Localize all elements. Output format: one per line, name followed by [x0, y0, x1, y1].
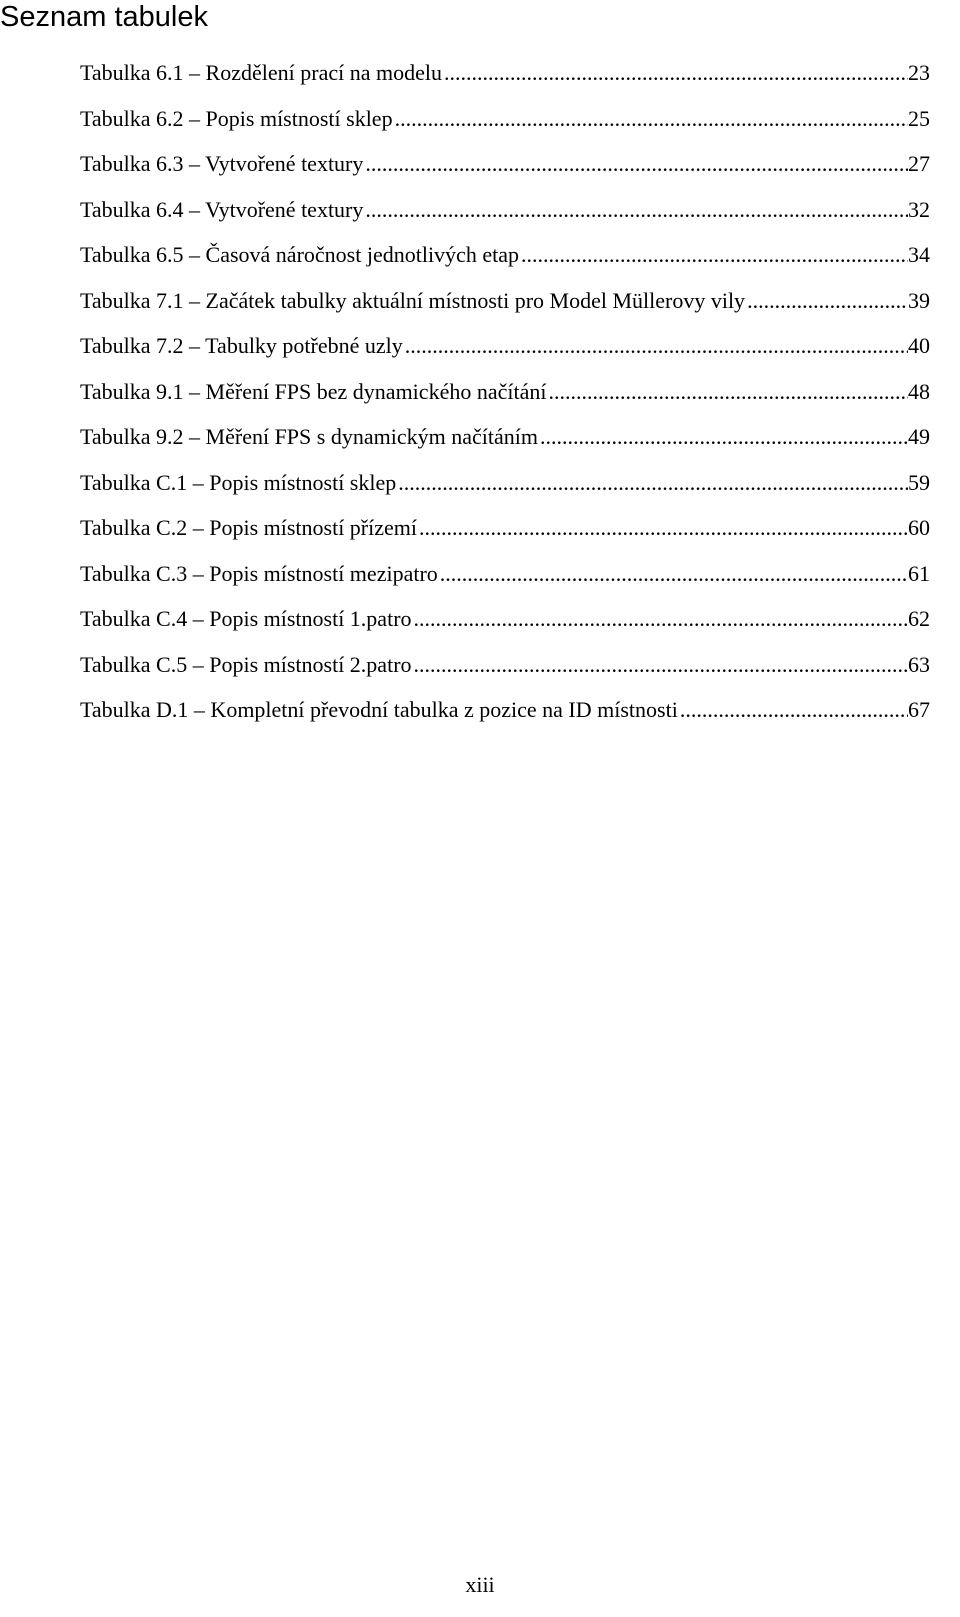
- entry-label: Tabulka C.4 – Popis místností 1.patro: [80, 606, 412, 631]
- toc-entry[interactable]: [80, 99, 930, 145]
- dot-leader: [417, 508, 908, 548]
- dot-leader: [396, 463, 908, 503]
- entry-page: 39: [908, 287, 930, 313]
- dot-leader: [546, 372, 908, 412]
- table-list: [80, 53, 930, 736]
- entry-label: Tabulka 6.5 – Časová náročnost jednotlivých etap: [80, 242, 519, 267]
- page-title: Seznam tabulek: [0, 1, 208, 33]
- dot-leader: [442, 53, 908, 93]
- entry-page: 63: [908, 651, 930, 677]
- dot-leader: [519, 235, 908, 275]
- dot-leader: [363, 190, 908, 230]
- entry-page: 49: [908, 424, 930, 449]
- entry-label: Tabulka 6.1 – Rozdělení prací na modelu: [80, 60, 442, 85]
- entry-label: Tabulka C.2 – Popis místností přízemí: [80, 515, 418, 540]
- toc-entry[interactable]: [80, 372, 930, 418]
- entry-label: Tabulka C.1 – Popis místností sklep: [80, 469, 397, 495]
- dot-leader: [412, 645, 908, 685]
- entry-label: Tabulka C.3 – Popis místností mezipatro: [80, 560, 438, 586]
- toc-entry[interactable]: [80, 53, 930, 99]
- entry-page: 48: [908, 378, 930, 404]
- entry-page: 23: [908, 60, 930, 85]
- entry-label: Tabulka 7.1 – Začátek tabulky aktuální místnosti pro Model Müllerovy vily: [80, 287, 746, 313]
- entry-page: 25: [908, 105, 930, 131]
- dot-leader: [538, 417, 908, 457]
- entry-page: 59: [908, 469, 930, 495]
- entry-label: Tabulka 7.2 – Tabulky potřebné uzly: [80, 333, 403, 358]
- entry-page: 34: [908, 242, 930, 267]
- entry-page: 67: [908, 697, 930, 722]
- dot-leader: [678, 690, 908, 730]
- dot-leader: [363, 144, 908, 184]
- toc-entry[interactable]: [80, 281, 930, 327]
- toc-entry[interactable]: [80, 599, 930, 645]
- entry-page: 32: [908, 196, 930, 222]
- entry-label: Tabulka 9.2 – Měření FPS s dynamickým načítáním: [80, 424, 538, 449]
- toc-entry[interactable]: [80, 326, 930, 372]
- entry-label: Tabulka 9.1 – Měření FPS bez dynamického načítání: [80, 378, 547, 404]
- entry-label: Tabulka D.1 – Kompletní převodní tabulka z pozice na ID místnosti: [80, 697, 678, 722]
- dot-leader: [403, 326, 908, 366]
- toc-entry[interactable]: [80, 554, 930, 600]
- entry-page: 61: [908, 560, 930, 586]
- entry-label: Tabulka 6.4 – Vytvořené textury: [80, 196, 364, 222]
- dot-leader: [393, 99, 908, 139]
- entry-label: Tabulka 6.3 – Vytvořené textury: [80, 151, 364, 176]
- dot-leader: [745, 281, 908, 321]
- toc-entry[interactable]: [80, 690, 930, 736]
- toc-entry[interactable]: [80, 190, 930, 236]
- dot-leader: [412, 599, 908, 639]
- page-number: xiii: [465, 1572, 495, 1597]
- toc-entry[interactable]: [80, 417, 930, 463]
- entry-page: 40: [908, 333, 930, 358]
- entry-page: 60: [908, 515, 930, 540]
- entry-label: Tabulka 6.2 – Popis místností sklep: [80, 105, 393, 131]
- entry-page: 62: [908, 606, 930, 631]
- entry-page: 27: [908, 151, 930, 176]
- toc-entry[interactable]: [80, 508, 930, 554]
- toc-entry[interactable]: [80, 463, 930, 509]
- toc-entry[interactable]: [80, 144, 930, 190]
- dot-leader: [438, 554, 908, 594]
- toc-entry[interactable]: [80, 645, 930, 691]
- entry-label: Tabulka C.5 – Popis místností 2.patro: [80, 651, 412, 677]
- toc-entry[interactable]: [80, 235, 930, 281]
